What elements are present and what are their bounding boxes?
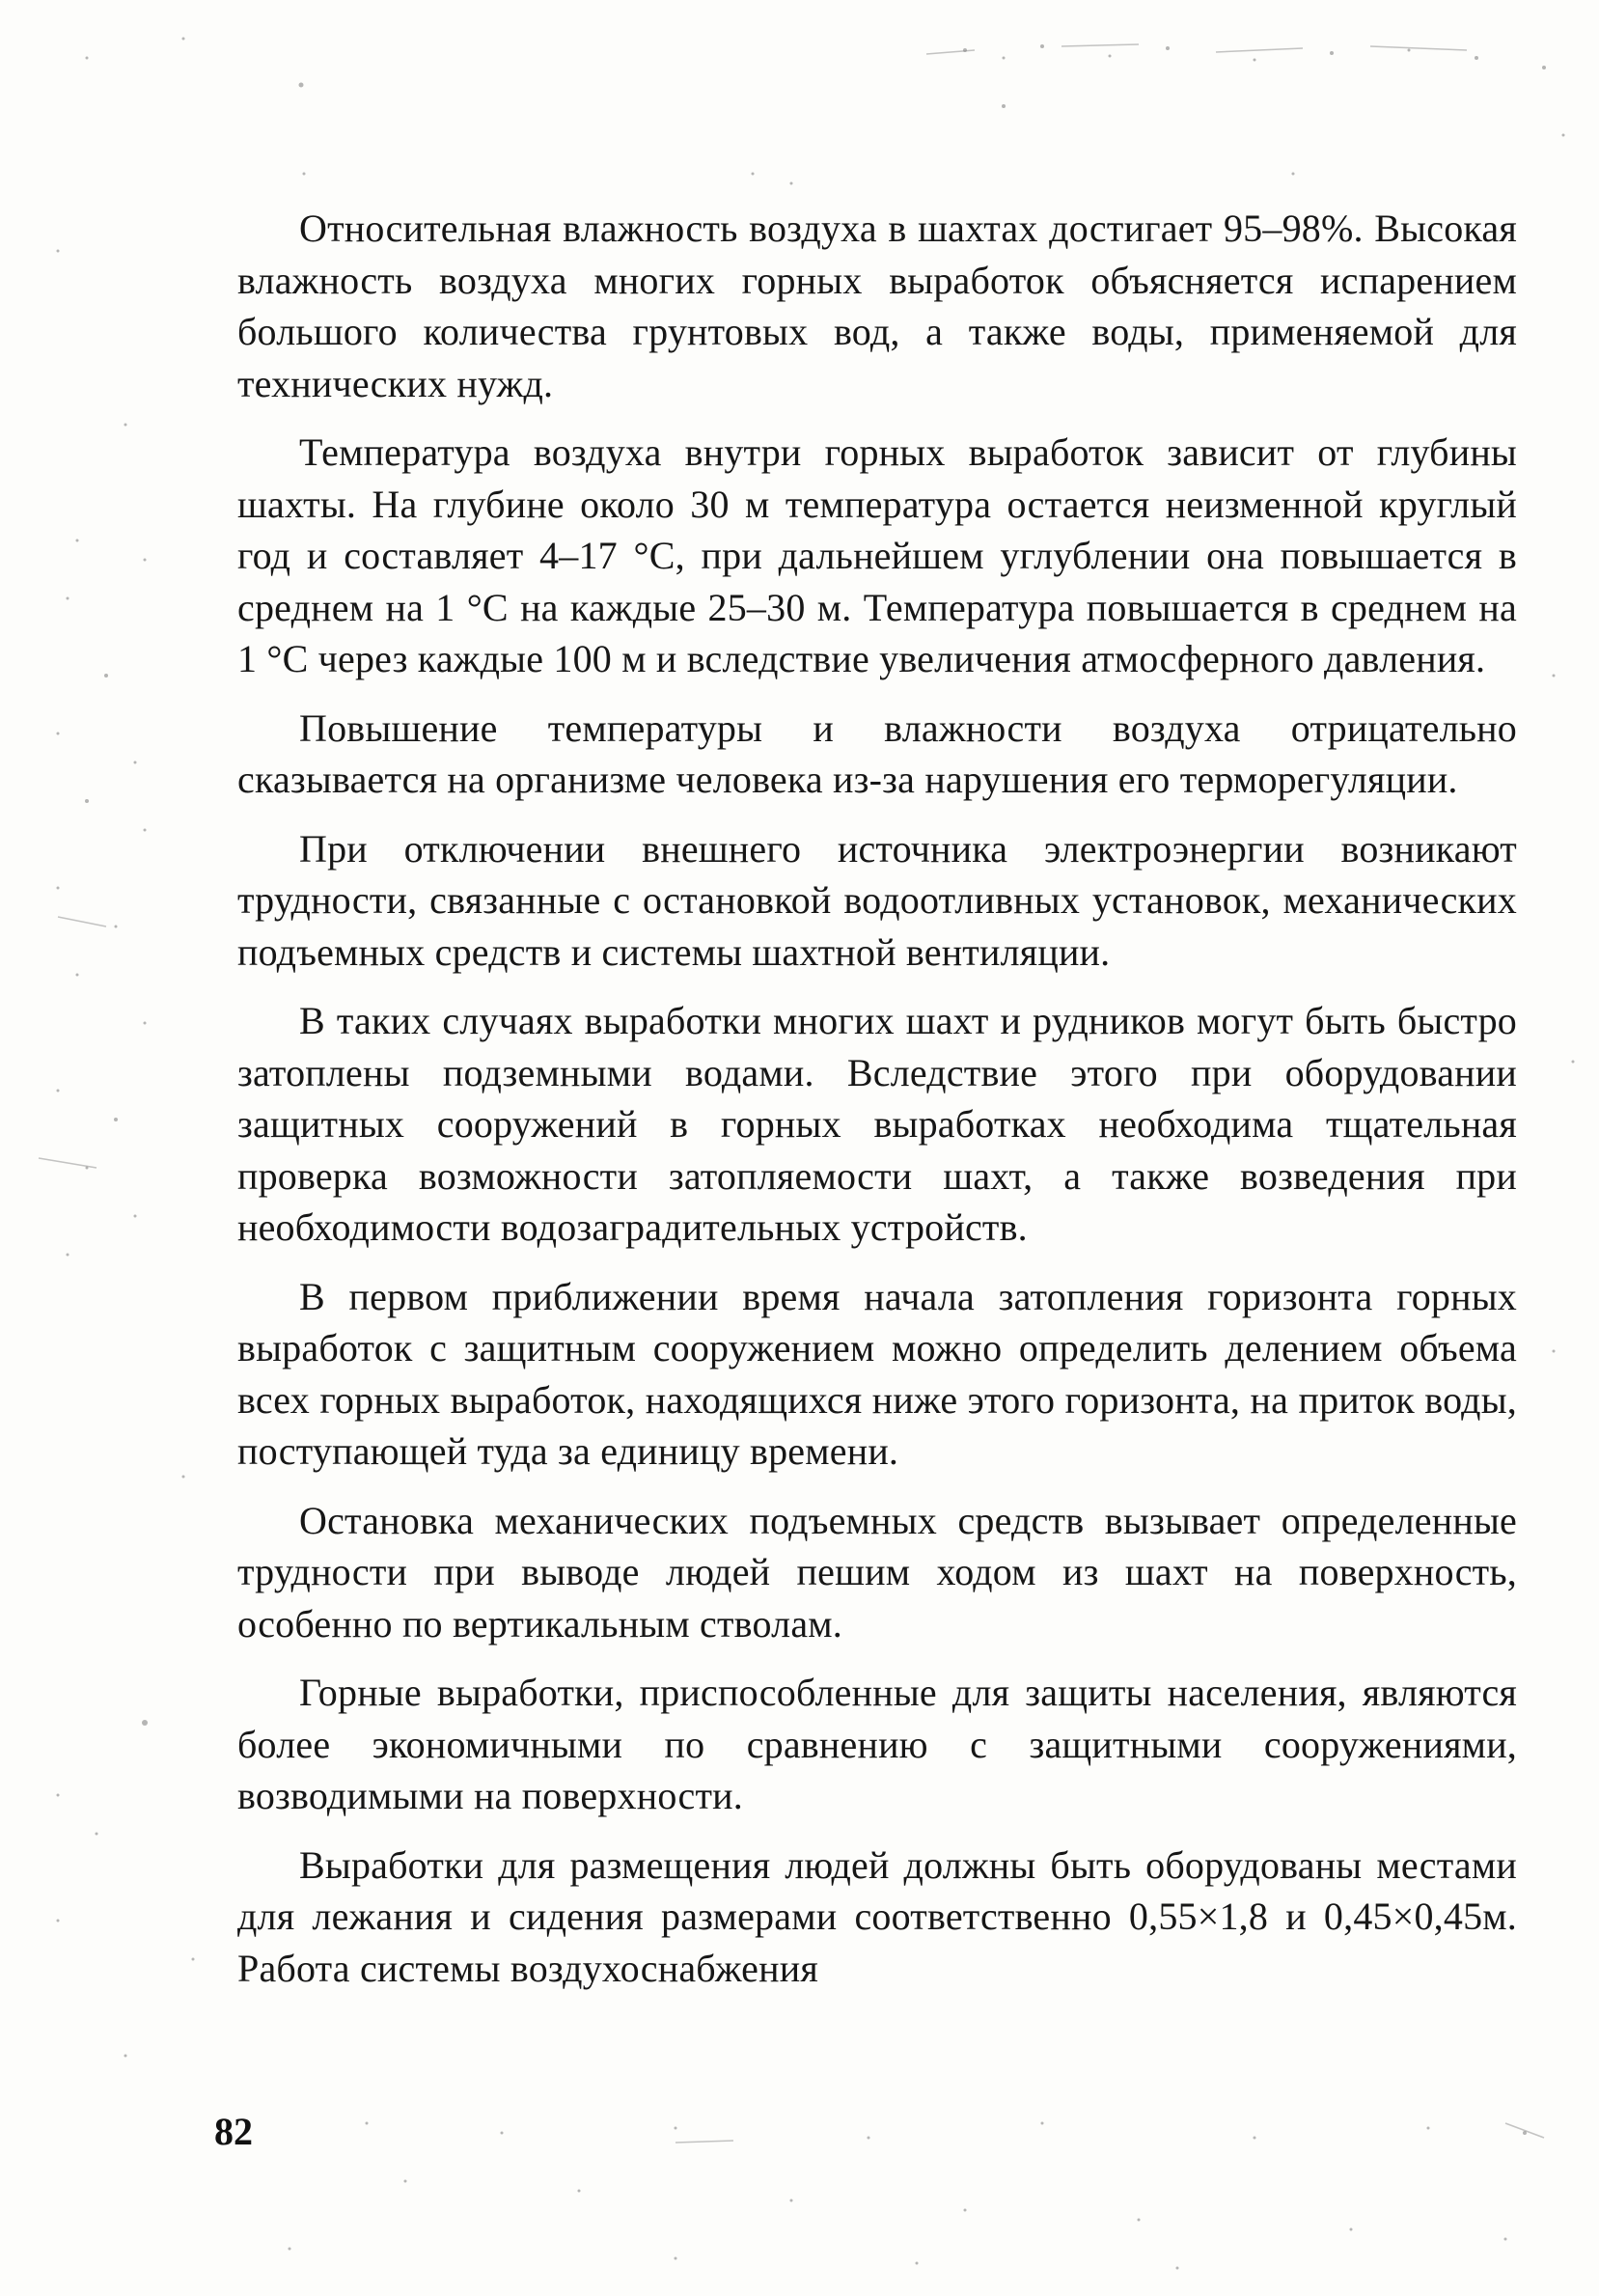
paragraph: Повышение температуры и влажности воздуха отрицательно сказывается на организме человека из-за нарушения его терморегуляции.	[237, 705, 1517, 801]
paragraph: Выработки для размещения людей должны быть оборудованы местами для лежания и сидения размерами соответственно 0,55×1,8 и 0,45×0,45м. Работа системы воздухоснабжения	[237, 1842, 1517, 1990]
paragraph: Температура воздуха внутри горных выработок зависит от глубины шахты. На глубине около 30 м температура остается неизменной круглый год и составляет 4–17 °С, при дальнейшем углублении она повышается в среднем на 1 °С на каждые 25–30 м. Температура повышается в среднем на 1 °С через каждые 100 м и вследствие увеличения атмосферного давления.	[237, 430, 1517, 680]
paragraph: Относительная влажность воздуха в шахтах достигает 95–98%. Высокая влажность воздуха многих горных выработок объясняется испарением большого количества грунтовых вод, а также воды, применяемой для технических нужд.	[237, 207, 1517, 405]
body-text	[237, 203, 1517, 2011]
page-number: 82	[214, 2110, 253, 2153]
paragraph: В таких случаях выработки многих шахт и рудников могут быть быстро затоплены подземными водами. Вследствие этого при оборудовании защитных сооружений в горных выработках необходима тщательная проверка возможности затопляемости шахт, а также возведения при необходимости водозаградительных устройств.	[237, 999, 1517, 1249]
paragraph: Горные выработки, приспособленные для защиты населения, являются более экономичными по сравнению с защитными сооружениями, возводимыми на поверхности.	[237, 1671, 1517, 1817]
paragraph: Остановка механических подъемных средств вызывает определенные трудности при выводе людей пешим ходом из шахт на поверхность, особенно по вертикальным стволам.	[237, 1498, 1517, 1646]
paragraph: При отключении внешнего источника электроэнергии возникают трудности, связанные с остановкой водоотливных установок, механических подъемных средств и системы шахтной вентиляции.	[237, 826, 1517, 974]
paragraph: В первом приближении время начала затопления горизонта горных выработок с защитным сооружением можно определить делением объема всех горных выработок, находящихся ниже этого горизонта, на приток воды, поступающей туда за единицу времени.	[237, 1274, 1517, 1473]
